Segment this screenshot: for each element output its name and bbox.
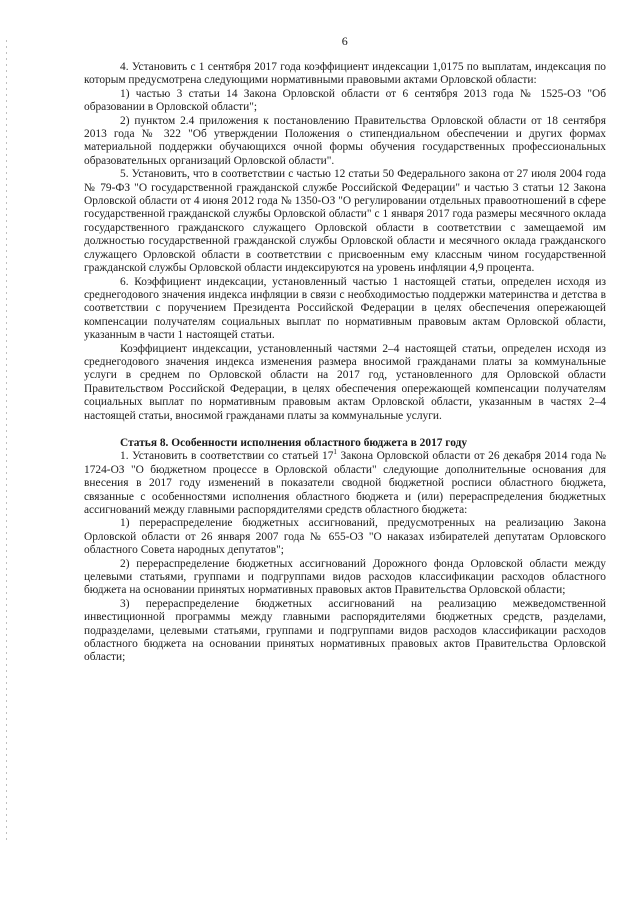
paragraph-6: 6. Коэффициент индексации, установленный частью 1 настоящей статьи, определен исходя из среднегодового значения индекса инфляции в связи с необходимостью поддержки материнства и детства в соответствии с поручением Президента Российской Федерации в целях обеспечения опережающей компенсации получателям социальных выплат по нормативным правовым актам Орловской области, указанным в части 1 настоящей статьи. xyxy=(84,275,606,342)
paragraph-4-item-1: 1) частью 3 статьи 14 Закона Орловской области от 6 сентября 2013 года № 1525-ОЗ "Об образовании в Орловской области"; xyxy=(84,87,606,114)
paragraph-4-item-2: 2) пунктом 2.4 приложения к постановлению Правительства Орловской области от 18 сентября 2013 года № 322 "Об утверждении Положения о стипендиальном обеспечении и других формах материальной поддержки обучающихся очной формы обучения государственных профессиональных образовательных организаций Орловской области". xyxy=(84,114,606,167)
paragraph-6-continued: Коэффициент индексации, установленный частями 2–4 настоящей статьи, определен исходя из среднегодового значения индекса изменения размера вносимой гражданами платы за коммунальные услуги в среднем по Орловской области на 2017 год, установленного для Орловской области Правительством Российской Федерации, в целях обеспечения опережающей компенсации получателям социальных выплат по нормативным правовым актам Орловской области, указанным в частях 2–4 настоящей статьи, вносимой гражданами платы за коммунальные услуги. xyxy=(84,342,606,422)
article-8-intro-start: 1. Установить в соответствии со статьей 17 xyxy=(120,450,334,463)
paragraph-5: 5. Установить, что в соответствии с частью 12 статьи 50 Федерального закона от 27 июля 2004 года № 79-ФЗ "О государственной гражданской службе Российской Федерации" и частью 3 статьи 12 Закона Орловской области от 4 июня 2012 года № 1350-ОЗ "О регулировании отдельных правоотношений в сфере государственной гражданской службы Орловской области" с 1 января 2017 года размеры месячного оклада государственного гражданского служащего Орловской области в соответствии с замещаемой им должностью государственной гражданской службы Орловской области и месячного оклада гражданского служащего Орловской области в соответствии с присвоенным ему классным чином государственной гражданской службы Орловской области индексируются на уровень инфляции 4,9 процента. xyxy=(84,168,606,275)
paragraph-4: 4. Установить с 1 сентября 2017 года коэффициент индексации 1,0175 по выплатам, индексация по которым предусмотрена следующими нормативными правовыми актами Орловской области: xyxy=(84,61,606,87)
article-8-item-3: 3) перераспределение бюджетных ассигнований на реализацию межведомственной инвестиционной программы между главными распорядителями бюджетных средств, разделами, подразделами, целевыми статьями, группами и подгруппами видов расходов классификации расходов областного бюджета на основании принятых нормативных правовых актов Правительства Орловской области; xyxy=(84,597,606,664)
page-number: 6 xyxy=(341,34,349,48)
article-8-item-2: 2) перераспределение бюджетных ассигнований Дорожного фонда Орловской области между целевыми статьями, группами и подгруппами видов расходов классификации расходов областного бюджета на основании принятых нормативных правовых актов Правительства Орловской области; xyxy=(84,557,606,597)
article-8-item-1: 1) перераспределение бюджетных ассигнований, предусмотренных на реализацию Закона Орловской области от 26 января 2007 года № 655-ОЗ "О наказах избирателей депутатам Орловского областного Совета народных депутатов"; xyxy=(84,517,606,557)
article-8-intro-superscript: 1 xyxy=(333,448,337,457)
scan-edge-mark xyxy=(6,40,7,840)
article-heading: Статья 8. Особенности исполнения областного бюджета в 2017 году xyxy=(120,436,468,449)
article-8-paragraph-1 xyxy=(84,450,606,517)
article-8-intro-end: Закона Орловской области от 26 декабря 2014 года № 1724-ОЗ "О бюджетном процессе в Орловской области" следующие дополнительные основания для внесения в 2017 году изменений в показатели сводной бюджетной росписи областного бюджета, связанные с особенностями исполнения областного бюджета и (или) перераспределения бюджетных ассигнований между главными распорядителями средств областного бюджета: xyxy=(84,450,606,516)
